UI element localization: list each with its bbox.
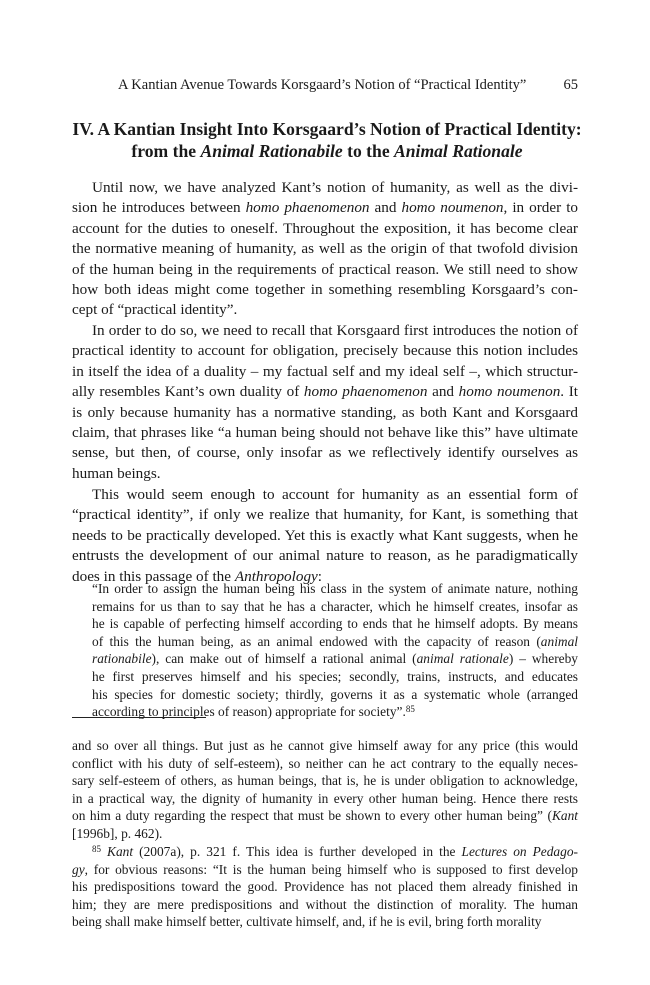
text-line: [92, 668, 578, 686]
text-run: entrusts the development of our animal nature to reason, as he paradigmatically: [72, 547, 578, 565]
text-run: account for the duties to oneself. Throughout the exposition, it has become clear: [72, 219, 578, 237]
italic-run: Lectures on Pedago-: [461, 844, 578, 859]
text-line: [72, 382, 578, 402]
text-run: his predispositions toward the good. Providence has not placed them already finished in: [72, 879, 578, 895]
text-run: and: [369, 199, 402, 217]
text-line: [72, 362, 578, 382]
text-run: In order to do so, we need to recall that Korsgaard first introduces the notion of: [92, 322, 578, 339]
text-run: “In order to assign the human being his class in the system of animate nature, nothing: [92, 581, 578, 596]
section-heading-line-2: [72, 140, 582, 162]
text-run: sary self-esteem of others, as human beings, that is, he is under obligation to acknowledge,: [72, 773, 578, 789]
text-line: [92, 633, 578, 651]
text-line: [72, 825, 578, 843]
text-run: according to principles of reason) appropriate for society”.: [92, 704, 406, 720]
text-run: how both ideas might come together in something resembling Korsgaard’s con-: [72, 280, 578, 298]
text-run: claim, that phrases like “a human being should not behave like this” have ultimate: [72, 423, 578, 441]
text-run: of the human being in the requirements of practical reason. We still need to show: [72, 260, 578, 278]
text-line: [72, 260, 578, 280]
footnote-marker: 85: [405, 704, 415, 715]
text-line: [72, 178, 578, 198]
italic-run: Anthropology: [234, 567, 318, 585]
text-line: [72, 219, 578, 239]
running-head-title: A Kantian Avenue Towards Korsgaard’s Notion of “Practical Identity”: [118, 77, 527, 93]
heading-text: to the: [342, 141, 395, 161]
text-run: , in order to: [503, 199, 579, 217]
text-line: [72, 772, 578, 790]
heading-text: from the: [131, 141, 201, 161]
text-line: [92, 650, 578, 668]
text-run: ally resembles Kant’s own duality of: [72, 383, 304, 401]
text-run: on him a duty regarding the respect that must be shown to every other human being” (: [72, 808, 552, 824]
text-run: human beings.: [72, 464, 161, 482]
text-line: [72, 280, 578, 300]
text-line: [72, 464, 578, 484]
section-heading: [72, 118, 582, 162]
text-run: being shall make himself better, cultivate himself, and, if he is evil, bring forth morality: [72, 914, 542, 930]
text-run: ) – whereby: [508, 651, 578, 667]
block-quote: [92, 580, 578, 721]
italic-run: animal: [540, 633, 578, 649]
text-line: [72, 546, 578, 566]
text-run: :: [317, 567, 323, 585]
italic-run: homo phaenomenon: [245, 199, 370, 217]
text-line: [72, 861, 578, 879]
text-line: [72, 755, 578, 773]
text-run: cept of “practical identity”.: [72, 301, 238, 319]
italic-run: homo noumenon: [401, 199, 504, 217]
italic-run: animal rationale: [416, 651, 509, 667]
text-run: needs to be practically developed. Yet this is exactly what Kant suggests, when he: [72, 526, 578, 544]
text-line: [72, 443, 578, 463]
text-line: [72, 790, 578, 808]
text-line: [72, 198, 578, 218]
text-run: practical identity to account for obligation, precisely because this notion includes: [72, 342, 578, 360]
footnote-85: [72, 843, 578, 931]
text-line: [72, 505, 578, 525]
text-line: [72, 239, 578, 259]
text-run: and: [427, 383, 459, 401]
footnote-marker: 85: [92, 844, 101, 854]
text-line: [72, 913, 578, 931]
text-line: [92, 615, 578, 633]
text-run: . It: [560, 383, 578, 401]
text-run: does in this passage of the: [72, 567, 235, 585]
text-run: and so over all things. But just as he cannot give himself away for any price (this would: [72, 738, 578, 753]
text-line: [92, 703, 578, 721]
text-run: conflict with his duty of self-esteem), so neither can he act contrary to the equally neces-: [72, 755, 578, 771]
text-run: he is capable of perfecting himself according to ends that he himself adopts. By means: [92, 616, 578, 632]
page-number: 65: [563, 77, 578, 93]
text-run: his species for domestic society; thirdly, governs it as a systematic whole (arranged: [92, 686, 578, 702]
text-line: [72, 807, 578, 825]
text-run: is only because humanity has a normative standing, as both Kant and Korsgaard: [72, 403, 578, 421]
text-run: in itself the idea of a duality – my factual self and my ideal self –, which structur-: [72, 362, 578, 380]
text-line: [72, 423, 578, 443]
text-run: (2007a), p. 321 f. This idea is further developed in the: [133, 844, 462, 859]
heading-emphasis: Animal Rationale: [394, 141, 523, 161]
text-run: him; they are mere predispositions and without the distinction of morality. The human: [72, 896, 578, 912]
text-line: [72, 896, 578, 914]
text-run: the normative meaning of humanity, as well as the origin of that twofold division: [72, 240, 578, 258]
section-heading-line-1: IV. A Kantian Insight Into Korsgaard’s Notion of Practical Identity:: [72, 119, 582, 139]
text-line: [72, 737, 578, 755]
text-line: [72, 341, 578, 361]
text-line: [92, 580, 578, 598]
text-run: he first preserves himself and his species; secondly, trains, instructs, and educates: [92, 668, 578, 684]
text-line: [72, 878, 578, 896]
text-line: [72, 300, 578, 320]
text-run: ), can make out of himself a rational animal (: [151, 651, 417, 667]
text-line: [72, 485, 578, 505]
text-run: “practical identity”, if only we realize that humanity, for Kant, is something that: [72, 506, 578, 524]
italic-run: Kant: [107, 844, 134, 859]
footnote-continuation: [72, 737, 578, 843]
text-line: [92, 598, 578, 616]
text-run: This would seem enough to account for humanity as an essential form of: [92, 486, 578, 503]
text-line: [72, 843, 578, 861]
italic-run: homo phaenomenon: [303, 383, 428, 401]
heading-emphasis: Animal Rationabile: [200, 141, 343, 161]
paragraph-2: [72, 321, 578, 484]
text-run: sense, but then, of course, only insofar as we reflectively identify ourselves as: [72, 444, 578, 462]
italic-run: Kant: [551, 808, 578, 824]
paragraph-3: [72, 485, 578, 587]
paragraph-1: [72, 178, 578, 321]
text-run: in a practical way, the dignity of humanity in every other human being. Hence there rests: [72, 790, 578, 806]
text-run: Until now, we have analyzed Kant’s notion of humanity, as well as the divi-: [92, 179, 578, 196]
text-line: [72, 403, 578, 423]
footnote-rule: [72, 717, 206, 718]
text-run: sion he introduces between: [72, 199, 246, 217]
italic-run: homo noumenon: [458, 383, 561, 401]
italic-run: gy: [72, 861, 85, 877]
text-line: [72, 526, 578, 546]
text-run: , for obvious reasons: “It is the human being himself who is supposed to first develop: [84, 861, 578, 877]
text-run: remains for us than to say that he has a character, which he himself creates, insofar as: [92, 598, 578, 614]
italic-run: rationabile: [92, 651, 152, 667]
text-line: [72, 321, 578, 341]
text-line: [92, 686, 578, 704]
text-run: of this the human being, as an animal endowed with the capacity of reason (: [92, 633, 541, 649]
text-run: [1996b], p. 462).: [72, 825, 163, 841]
